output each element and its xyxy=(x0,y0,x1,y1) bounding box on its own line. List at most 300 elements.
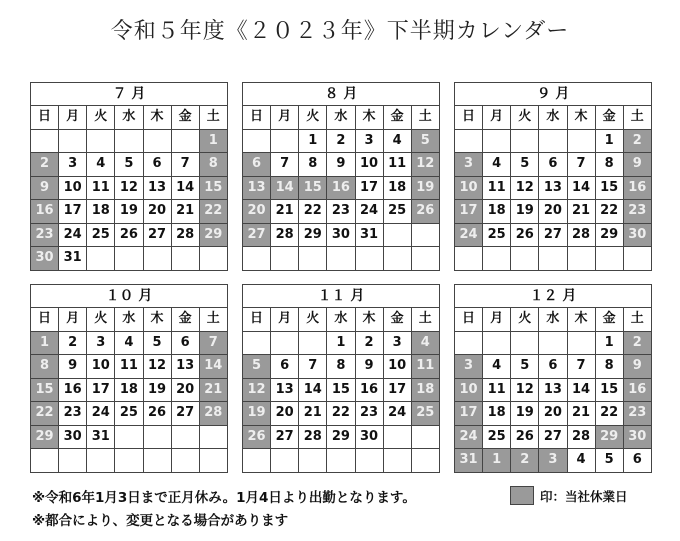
empty-cell xyxy=(115,247,143,271)
day-cell: 9 xyxy=(327,153,355,177)
weekday-label: 水 xyxy=(115,308,143,332)
empty-cell xyxy=(539,130,567,154)
empty-cell xyxy=(483,130,511,154)
empty-cell xyxy=(455,130,483,154)
day-cell: 28 xyxy=(568,224,596,248)
holiday-day-cell: 6 xyxy=(243,153,271,177)
holiday-day-cell: 29 xyxy=(596,426,624,450)
week-row xyxy=(31,449,228,473)
day-cell: 8 xyxy=(596,153,624,177)
holiday-day-cell: 9 xyxy=(624,153,652,177)
holiday-day-cell: 26 xyxy=(243,426,271,450)
weekday-label: 木 xyxy=(356,106,384,130)
day-cell: 4 xyxy=(87,153,115,177)
day-cell: 25 xyxy=(483,426,511,450)
day-cell: 26 xyxy=(115,224,143,248)
weekday-label: 木 xyxy=(568,106,596,130)
day-cell: 8 xyxy=(299,153,327,177)
week-row xyxy=(243,247,440,271)
weekday-label: 火 xyxy=(299,308,327,332)
day-cell: 23 xyxy=(356,402,384,426)
day-cell: 30 xyxy=(356,426,384,450)
day-cell: 23 xyxy=(59,402,87,426)
weekday-label: 土 xyxy=(200,106,228,130)
day-cell: 1 xyxy=(299,130,327,154)
empty-cell xyxy=(568,247,596,271)
holiday-day-cell: 2 xyxy=(511,449,539,473)
day-cell: 4 xyxy=(483,153,511,177)
day-cell: 5 xyxy=(511,355,539,379)
day-cell: 1 xyxy=(327,332,355,356)
month-label: １０ 月 xyxy=(31,285,228,308)
day-cell: 6 xyxy=(539,153,567,177)
weekday-label: 金 xyxy=(172,308,200,332)
holiday-day-cell: 2 xyxy=(624,332,652,356)
day-cell: 11 xyxy=(115,355,143,379)
empty-cell xyxy=(87,449,115,473)
day-cell: 22 xyxy=(596,402,624,426)
day-cell: 1 xyxy=(596,332,624,356)
holiday-day-cell: 30 xyxy=(624,224,652,248)
holiday-day-cell: 9 xyxy=(624,355,652,379)
empty-cell xyxy=(271,247,299,271)
empty-cell xyxy=(243,130,271,154)
day-cell: 6 xyxy=(172,332,200,356)
day-cell: 13 xyxy=(539,379,567,403)
holiday-day-cell: 1 xyxy=(31,332,59,356)
weekday-label: 月 xyxy=(483,308,511,332)
holiday-day-cell: 2 xyxy=(31,153,59,177)
day-cell: 7 xyxy=(172,153,200,177)
weekday-label: 金 xyxy=(384,106,412,130)
month-label: ８ 月 xyxy=(243,83,440,106)
weekday-label: 日 xyxy=(243,106,271,130)
week-row xyxy=(31,200,228,224)
day-cell: 24 xyxy=(87,402,115,426)
holiday-day-cell: 22 xyxy=(31,402,59,426)
weekday-label: 月 xyxy=(483,106,511,130)
day-cell: 21 xyxy=(568,200,596,224)
day-cell: 2 xyxy=(327,130,355,154)
holiday-day-cell: 7 xyxy=(200,332,228,356)
day-cell: 21 xyxy=(271,200,299,224)
weekday-label: 土 xyxy=(200,308,228,332)
day-cell: 24 xyxy=(59,224,87,248)
day-cell: 12 xyxy=(511,379,539,403)
weekday-header-row xyxy=(31,308,228,332)
holiday-day-cell: 19 xyxy=(243,402,271,426)
week-row xyxy=(455,224,652,248)
week-row xyxy=(243,379,440,403)
day-cell: 22 xyxy=(327,402,355,426)
empty-cell xyxy=(144,130,172,154)
day-cell: 29 xyxy=(299,224,327,248)
empty-cell xyxy=(483,247,511,271)
day-cell: 25 xyxy=(115,402,143,426)
day-cell: 11 xyxy=(483,379,511,403)
empty-cell xyxy=(511,332,539,356)
day-cell: 28 xyxy=(299,426,327,450)
empty-cell xyxy=(144,449,172,473)
day-cell: 6 xyxy=(144,153,172,177)
day-cell: 29 xyxy=(327,426,355,450)
day-cell: 31 xyxy=(356,224,384,248)
holiday-day-cell: 8 xyxy=(200,153,228,177)
week-row xyxy=(455,177,652,201)
week-row xyxy=(243,332,440,356)
week-row xyxy=(455,200,652,224)
day-cell: 18 xyxy=(384,177,412,201)
page-title: 令和５年度《２０２３年》下半期カレンダー xyxy=(110,19,570,44)
week-row xyxy=(243,449,440,473)
weekday-header-row xyxy=(455,308,652,332)
holiday-day-cell: 14 xyxy=(200,355,228,379)
week-row xyxy=(31,402,228,426)
empty-cell xyxy=(87,130,115,154)
day-cell: 5 xyxy=(144,332,172,356)
week-row xyxy=(243,402,440,426)
weekday-label: 日 xyxy=(243,308,271,332)
week-row xyxy=(243,426,440,450)
day-cell: 22 xyxy=(596,200,624,224)
empty-cell xyxy=(115,449,143,473)
week-row xyxy=(243,177,440,201)
month-calendar xyxy=(242,82,440,271)
day-cell: 14 xyxy=(299,379,327,403)
holiday-day-cell: 18 xyxy=(412,379,440,403)
day-cell: 19 xyxy=(511,402,539,426)
week-row xyxy=(31,247,228,271)
day-cell: 20 xyxy=(271,402,299,426)
weekday-header-row xyxy=(455,106,652,130)
day-cell: 12 xyxy=(144,355,172,379)
empty-cell xyxy=(299,332,327,356)
note-new-year: ※令和6年1月3日まで正月休み。1月4日より出勤となります。 xyxy=(32,490,416,506)
day-cell: 21 xyxy=(568,402,596,426)
holiday-day-cell: 17 xyxy=(455,402,483,426)
holiday-day-cell: 30 xyxy=(624,426,652,450)
week-row xyxy=(455,379,652,403)
day-cell: 22 xyxy=(299,200,327,224)
holiday-day-cell: 16 xyxy=(624,379,652,403)
month-calendar xyxy=(242,284,440,473)
holiday-day-cell: 20 xyxy=(243,200,271,224)
day-cell: 1 xyxy=(596,130,624,154)
week-row xyxy=(243,355,440,379)
day-cell: 19 xyxy=(144,379,172,403)
day-cell: 7 xyxy=(568,355,596,379)
holiday-day-cell: 16 xyxy=(327,177,355,201)
day-cell: 12 xyxy=(511,177,539,201)
weekday-label: 水 xyxy=(539,308,567,332)
day-cell: 10 xyxy=(87,355,115,379)
weekday-label: 日 xyxy=(455,308,483,332)
weekday-header-row xyxy=(31,106,228,130)
day-cell: 15 xyxy=(596,177,624,201)
weekday-label: 火 xyxy=(511,308,539,332)
week-row xyxy=(31,177,228,201)
empty-cell xyxy=(271,130,299,154)
weekday-label: 水 xyxy=(327,308,355,332)
month-label: １１ 月 xyxy=(243,285,440,308)
empty-cell xyxy=(172,130,200,154)
day-cell: 25 xyxy=(483,224,511,248)
weekday-label: 水 xyxy=(539,106,567,130)
empty-cell xyxy=(596,247,624,271)
holiday-day-cell: 15 xyxy=(200,177,228,201)
holiday-day-cell: 17 xyxy=(455,200,483,224)
legend-label: 印：当社休業日 xyxy=(540,488,628,504)
weekday-label: 水 xyxy=(115,106,143,130)
empty-cell xyxy=(356,247,384,271)
weekday-label: 月 xyxy=(271,308,299,332)
day-cell: 25 xyxy=(384,200,412,224)
day-cell: 7 xyxy=(299,355,327,379)
holiday-day-cell: 29 xyxy=(31,426,59,450)
week-row xyxy=(31,130,228,154)
holiday-day-cell: 13 xyxy=(243,177,271,201)
empty-cell xyxy=(200,247,228,271)
empty-cell xyxy=(172,247,200,271)
day-cell: 3 xyxy=(59,153,87,177)
day-cell: 10 xyxy=(384,355,412,379)
day-cell: 25 xyxy=(87,224,115,248)
day-cell: 2 xyxy=(356,332,384,356)
weekday-label: 火 xyxy=(299,106,327,130)
empty-cell xyxy=(200,426,228,450)
holiday-day-cell: 24 xyxy=(455,426,483,450)
week-row xyxy=(31,153,228,177)
day-cell: 8 xyxy=(327,355,355,379)
week-row xyxy=(31,332,228,356)
day-cell: 18 xyxy=(483,200,511,224)
week-row xyxy=(243,153,440,177)
holiday-day-cell: 16 xyxy=(624,177,652,201)
empty-cell xyxy=(412,247,440,271)
day-cell: 31 xyxy=(59,247,87,271)
empty-cell xyxy=(356,449,384,473)
weekday-label: 木 xyxy=(144,308,172,332)
day-cell: 28 xyxy=(172,224,200,248)
holiday-day-cell: 5 xyxy=(412,130,440,154)
holiday-day-cell: 4 xyxy=(412,332,440,356)
day-cell: 23 xyxy=(327,200,355,224)
weekday-label: 金 xyxy=(596,106,624,130)
empty-cell xyxy=(31,130,59,154)
month-calendar xyxy=(30,284,228,473)
empty-cell xyxy=(271,332,299,356)
empty-cell xyxy=(327,449,355,473)
week-row xyxy=(243,130,440,154)
day-cell: 20 xyxy=(144,200,172,224)
day-cell: 15 xyxy=(596,379,624,403)
empty-cell xyxy=(483,332,511,356)
day-cell: 20 xyxy=(539,200,567,224)
day-cell: 19 xyxy=(115,200,143,224)
day-cell: 29 xyxy=(596,224,624,248)
holiday-day-cell: 2 xyxy=(624,130,652,154)
weekday-label: 水 xyxy=(327,106,355,130)
holiday-day-cell: 31 xyxy=(455,449,483,473)
empty-cell xyxy=(31,449,59,473)
holiday-day-cell: 3 xyxy=(455,355,483,379)
holiday-day-cell: 26 xyxy=(412,200,440,224)
week-row xyxy=(455,449,652,473)
holiday-day-cell: 29 xyxy=(200,224,228,248)
holiday-day-cell: 12 xyxy=(412,153,440,177)
day-cell: 2 xyxy=(59,332,87,356)
empty-cell xyxy=(511,130,539,154)
holiday-day-cell: 15 xyxy=(299,177,327,201)
week-row xyxy=(31,426,228,450)
day-cell: 14 xyxy=(172,177,200,201)
day-cell: 8 xyxy=(596,355,624,379)
holiday-day-cell: 11 xyxy=(412,355,440,379)
weekday-label: 火 xyxy=(87,308,115,332)
legend-swatch xyxy=(510,486,534,505)
weekday-label: 木 xyxy=(356,308,384,332)
empty-cell xyxy=(200,449,228,473)
day-cell: 16 xyxy=(356,379,384,403)
weekday-label: 金 xyxy=(384,308,412,332)
day-cell: 20 xyxy=(172,379,200,403)
day-cell: 15 xyxy=(327,379,355,403)
day-cell: 11 xyxy=(384,153,412,177)
empty-cell xyxy=(511,247,539,271)
day-cell: 13 xyxy=(172,355,200,379)
day-cell: 17 xyxy=(59,200,87,224)
day-cell: 19 xyxy=(511,200,539,224)
empty-cell xyxy=(59,449,87,473)
week-row xyxy=(243,200,440,224)
weekday-label: 木 xyxy=(568,308,596,332)
holiday-day-cell: 15 xyxy=(31,379,59,403)
day-cell: 18 xyxy=(87,200,115,224)
empty-cell xyxy=(299,247,327,271)
empty-cell xyxy=(115,130,143,154)
week-row xyxy=(31,224,228,248)
empty-cell xyxy=(384,426,412,450)
month-label: ９ 月 xyxy=(455,83,652,106)
day-cell: 13 xyxy=(539,177,567,201)
weekday-header-row xyxy=(243,308,440,332)
day-cell: 18 xyxy=(115,379,143,403)
day-cell: 4 xyxy=(115,332,143,356)
empty-cell xyxy=(568,332,596,356)
day-cell: 10 xyxy=(356,153,384,177)
weekday-label: 日 xyxy=(455,106,483,130)
day-cell: 27 xyxy=(539,426,567,450)
day-cell: 27 xyxy=(172,402,200,426)
day-cell: 3 xyxy=(87,332,115,356)
holiday-day-cell: 1 xyxy=(483,449,511,473)
empty-cell xyxy=(412,426,440,450)
week-row xyxy=(455,332,652,356)
day-cell: 4 xyxy=(384,130,412,154)
holiday-day-cell: 25 xyxy=(412,402,440,426)
month-label: １２ 月 xyxy=(455,285,652,308)
day-cell: 21 xyxy=(299,402,327,426)
note-subject-to-change: ※都合により、変更となる場合があります xyxy=(32,513,289,529)
empty-cell xyxy=(327,247,355,271)
holiday-day-cell: 23 xyxy=(31,224,59,248)
day-cell: 14 xyxy=(568,177,596,201)
empty-cell xyxy=(59,130,87,154)
day-cell: 9 xyxy=(356,355,384,379)
month-calendar xyxy=(454,284,652,473)
week-row xyxy=(455,153,652,177)
weekday-header-row xyxy=(243,106,440,130)
empty-cell xyxy=(243,449,271,473)
empty-cell xyxy=(455,247,483,271)
day-cell: 26 xyxy=(511,426,539,450)
day-cell: 6 xyxy=(271,355,299,379)
weekday-label: 木 xyxy=(144,106,172,130)
day-cell: 17 xyxy=(356,177,384,201)
empty-cell xyxy=(455,332,483,356)
holiday-day-cell: 3 xyxy=(539,449,567,473)
weekday-label: 月 xyxy=(271,106,299,130)
empty-cell xyxy=(624,247,652,271)
week-row xyxy=(243,224,440,248)
month-calendar xyxy=(30,82,228,271)
day-cell: 24 xyxy=(356,200,384,224)
week-row xyxy=(455,247,652,271)
holiday-day-cell: 10 xyxy=(455,379,483,403)
weekday-label: 月 xyxy=(59,308,87,332)
weekday-label: 火 xyxy=(511,106,539,130)
holiday-day-cell: 21 xyxy=(200,379,228,403)
holiday-day-cell: 1 xyxy=(200,130,228,154)
holiday-day-cell: 22 xyxy=(200,200,228,224)
empty-cell xyxy=(243,332,271,356)
weekday-label: 土 xyxy=(624,106,652,130)
week-row xyxy=(455,402,652,426)
day-cell: 7 xyxy=(568,153,596,177)
empty-cell xyxy=(568,130,596,154)
weekday-label: 土 xyxy=(412,106,440,130)
holiday-day-cell: 10 xyxy=(455,177,483,201)
day-cell: 17 xyxy=(384,379,412,403)
week-row xyxy=(455,355,652,379)
empty-cell xyxy=(384,247,412,271)
week-row xyxy=(31,379,228,403)
empty-cell xyxy=(172,449,200,473)
day-cell: 14 xyxy=(568,379,596,403)
day-cell: 9 xyxy=(59,355,87,379)
holiday-day-cell: 28 xyxy=(200,402,228,426)
holiday-day-cell: 19 xyxy=(412,177,440,201)
weekday-label: 土 xyxy=(624,308,652,332)
weekday-label: 日 xyxy=(31,106,59,130)
day-cell: 11 xyxy=(87,177,115,201)
week-row xyxy=(31,355,228,379)
day-cell: 26 xyxy=(144,402,172,426)
day-cell: 27 xyxy=(539,224,567,248)
day-cell: 10 xyxy=(59,177,87,201)
holiday-day-cell: 16 xyxy=(31,200,59,224)
day-cell: 27 xyxy=(271,426,299,450)
empty-cell xyxy=(172,426,200,450)
day-cell: 3 xyxy=(356,130,384,154)
day-cell: 27 xyxy=(144,224,172,248)
day-cell: 17 xyxy=(87,379,115,403)
day-cell: 4 xyxy=(483,355,511,379)
weekday-label: 金 xyxy=(596,308,624,332)
empty-cell xyxy=(243,247,271,271)
empty-cell xyxy=(87,247,115,271)
day-cell: 7 xyxy=(271,153,299,177)
